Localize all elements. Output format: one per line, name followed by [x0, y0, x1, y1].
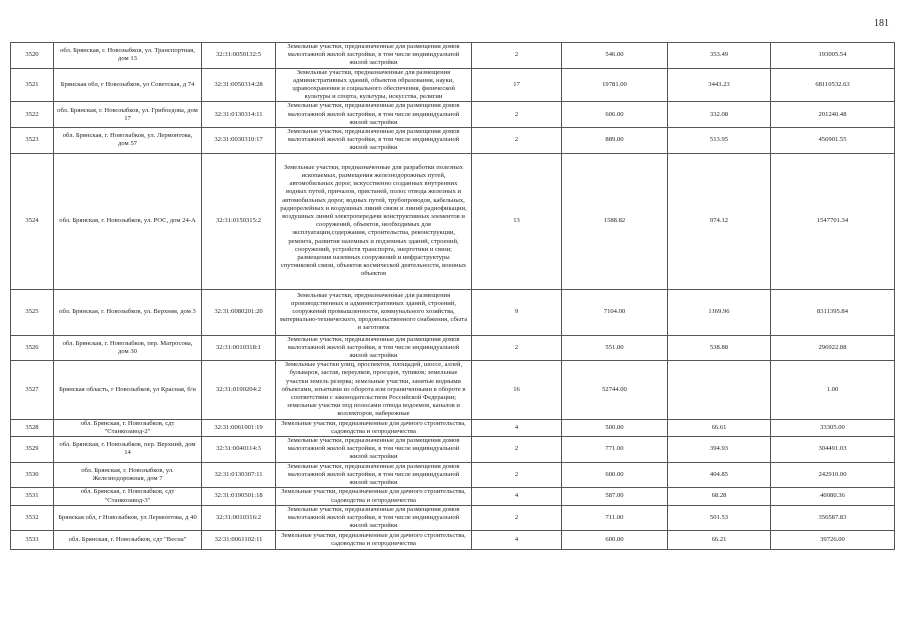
cadastral-number-cell: 32:31:0061102:11	[202, 531, 276, 550]
address-cell: Брянская обл, г Новозыбков, ул Советская, д 74	[54, 68, 202, 102]
cadastral-number-cell: 32:31:0150315:2	[202, 153, 276, 289]
address-cell: обл. Брянская, г. Новозыбков, пер. Матросова, дом 30	[54, 335, 202, 361]
row-number: 3530	[11, 462, 54, 488]
area-cell: 7104.00	[562, 289, 668, 335]
use-group-cell: 2	[472, 128, 562, 154]
specific-cost-cell: 68.28	[668, 488, 771, 505]
use-group-cell: 2	[472, 462, 562, 488]
table-row	[11, 462, 895, 488]
land-use-cell: Земельные участки, предназначенные для размещения домов малоэтажной жилой застройки, в том числе индивидуальной жилой застройки	[276, 505, 472, 531]
cadastral-registry-table	[10, 42, 895, 550]
row-number: 3523	[11, 128, 54, 154]
table-row	[11, 335, 895, 361]
row-number: 3533	[11, 531, 54, 550]
address-cell: обл. Брянская, г. Новозыбков, сдт "Станкозавод-2"	[54, 419, 202, 436]
use-group-cell: 13	[472, 153, 562, 289]
land-use-cell: Земельные участки, предназначенные для размещения домов малоэтажной жилой застройки, в том числе индивидуальной жилой застройки	[276, 437, 472, 463]
use-group-cell: 2	[472, 43, 562, 69]
table-row	[11, 289, 895, 335]
use-group-cell: 4	[472, 488, 562, 505]
area-cell: 551.00	[562, 335, 668, 361]
land-use-cell: Земельные участки улиц, проспектов, площадей, шоссе, аллей, бульваров, застав, переулков, проездов, тупиков; земельные участки земель резерва; земельные участки, занятые водными объектами, изъятыми из оборота или ограниченными в обороте в соответствии с законодательством Российской Федерации; земельные участки под полосами отвода водоемов, каналов и коллекторов, набережные	[276, 361, 472, 419]
cadastral-value-cell: 33305.00	[771, 419, 895, 436]
row-number: 3529	[11, 437, 54, 463]
area-cell: 600.00	[562, 462, 668, 488]
address-cell: обл. Брянская, г. Новозыбков, сдт "Весна"	[54, 531, 202, 550]
table-row	[11, 531, 895, 550]
cadastral-number-cell: 32:31:0050132:5	[202, 43, 276, 69]
address-cell: обл. Брянская, г. Новозыбков, ул. Лермонтова, дом 57	[54, 128, 202, 154]
area-cell: 606.00	[562, 102, 668, 128]
land-use-cell: Земельные участки, предназначенные для дачного строительства, садоводства и огородничества	[276, 419, 472, 436]
use-group-cell: 9	[472, 289, 562, 335]
cadastral-number-cell: 32:31:0130314:11	[202, 102, 276, 128]
cadastral-value-cell: 304491.03	[771, 437, 895, 463]
specific-cost-cell: 353.49	[668, 43, 771, 69]
area-cell: 1588.82	[562, 153, 668, 289]
address-cell: Брянская область, г Новозыбков, ул Красная, б/н	[54, 361, 202, 419]
specific-cost-cell: 538.88	[668, 335, 771, 361]
land-use-cell: Земельные участки, предназначенные для размещения административных зданий, объектов образования, науки, здравоохранения и социального обеспечения, физической культуры и спорта, культуры, искусства, религии	[276, 68, 472, 102]
land-use-cell: Земельные участки, предназначенные для размещения домов малоэтажной жилой застройки, в том числе индивидуальной жилой застройки	[276, 462, 472, 488]
use-group-cell: 2	[472, 102, 562, 128]
area-cell: 500.00	[562, 419, 668, 436]
specific-cost-cell: 394.93	[668, 437, 771, 463]
row-number: 3532	[11, 505, 54, 531]
row-number: 3527	[11, 361, 54, 419]
table-row	[11, 102, 895, 128]
cadastral-value-cell: 201240.48	[771, 102, 895, 128]
table-row	[11, 128, 895, 154]
specific-cost-cell: 513.95	[668, 128, 771, 154]
use-group-cell: 2	[472, 335, 562, 361]
row-number: 3528	[11, 419, 54, 436]
table-row	[11, 68, 895, 102]
use-group-cell: 2	[472, 505, 562, 531]
cadastral-number-cell: 32:31:0050314:28	[202, 68, 276, 102]
land-use-cell: Земельные участки, предназначенные для размещения производственных и административных зданий, строений, сооружений промышленности, коммунального хозяйства, материально-технического, продовольственного снабжения, сбыта и заготовок	[276, 289, 472, 335]
use-group-cell: 4	[472, 419, 562, 436]
cadastral-value-cell: 68110532.63	[771, 68, 895, 102]
cadastral-number-cell: 32:31:0061001:19	[202, 419, 276, 436]
cadastral-value-cell: 456901.55	[771, 128, 895, 154]
specific-cost-cell: 1169.96	[668, 289, 771, 335]
cadastral-number-cell: 32:31:0130307:11	[202, 462, 276, 488]
page-number: 181	[874, 18, 889, 29]
specific-cost-cell: 3443.23	[668, 68, 771, 102]
specific-cost-cell: 66.61	[668, 419, 771, 436]
use-group-cell: 16	[472, 361, 562, 419]
table-row	[11, 43, 895, 69]
row-number: 3520	[11, 43, 54, 69]
specific-cost-cell	[668, 361, 771, 419]
row-number: 3522	[11, 102, 54, 128]
row-number: 3524	[11, 153, 54, 289]
cadastral-number-cell: 32:31:0190501:18	[202, 488, 276, 505]
cadastral-value-cell: 40080.36	[771, 488, 895, 505]
address-cell: обл. Брянская, г. Новозыбков, ул. Грибоедова, дом 17	[54, 102, 202, 128]
cadastral-value-cell: 193005.54	[771, 43, 895, 69]
address-cell: обл. Брянская, г. Новозыбков, ул. Верхняя, дом 3	[54, 289, 202, 335]
cadastral-number-cell: 32:31:0010316:2	[202, 505, 276, 531]
cadastral-value-cell: 8311395.84	[771, 289, 895, 335]
row-number: 3531	[11, 488, 54, 505]
cadastral-number-cell: 32:31:0080201:20	[202, 289, 276, 335]
cadastral-value-cell: 356587.83	[771, 505, 895, 531]
address-cell: обл. Брянская, г. Новозыбков, ул. Железнодорожная, дом 7	[54, 462, 202, 488]
cadastral-number-cell: 32:31:0040114:3	[202, 437, 276, 463]
land-use-cell: Земельные участки, предназначенные для размещения домов малоэтажной жилой застройки, в том числе индивидуальной жилой застройки	[276, 43, 472, 69]
cadastral-number-cell: 32:31:0010318:1	[202, 335, 276, 361]
area-cell: 19781.00	[562, 68, 668, 102]
cadastral-value-cell: 242910.00	[771, 462, 895, 488]
area-cell: 889.00	[562, 128, 668, 154]
row-number: 3526	[11, 335, 54, 361]
table-row	[11, 361, 895, 419]
land-use-cell: Земельные участки, предназначенные для разработки полезных ископаемых, размещения железнодорожных путей, автомобильных дорог, искусственно созданных внутренних водных путей, причалов, пристаней, полос отвода железных и автомобильных дорог, водных путей, трубопроводов, кабельных, радиорелейных и воздушных линий связи и линий радиофикации, воздушных линий электропередачи конструктивных элементов и сооружений, объектов, необходимых для эксплуатации,содержания, строительства, реконструкции, ремонта, развития наземных и подземных зданий, строений, сооружений, устройств транспорта, энергетики и связи; размещения наземных сооружений и инфраструктуры спутниковой связи, объектов космической деятельности, военных объектов	[276, 153, 472, 289]
specific-cost-cell: 974.12	[668, 153, 771, 289]
land-use-cell: Земельные участки, предназначенные для размещения домов малоэтажной жилой застройки, в том числе индивидуальной жилой застройки	[276, 128, 472, 154]
address-cell: обл. Брянская, г. Новозыбков, пер. Верхний, дом 14	[54, 437, 202, 463]
use-group-cell: 2	[472, 437, 562, 463]
specific-cost-cell: 404.85	[668, 462, 771, 488]
cadastral-value-cell: 296922.88	[771, 335, 895, 361]
area-cell: 771.00	[562, 437, 668, 463]
row-number: 3521	[11, 68, 54, 102]
specific-cost-cell: 66.21	[668, 531, 771, 550]
table-row	[11, 437, 895, 463]
table-row	[11, 419, 895, 436]
area-cell: 546.00	[562, 43, 668, 69]
table-row	[11, 505, 895, 531]
land-use-cell: Земельные участки, предназначенные для дачного строительства, садоводства и огородничества	[276, 531, 472, 550]
use-group-cell: 17	[472, 68, 562, 102]
address-cell: обл. Брянская, г. Новозыбков, ул. Транспортная, дом 13	[54, 43, 202, 69]
area-cell: 587.00	[562, 488, 668, 505]
cadastral-value-cell: 1547701.34	[771, 153, 895, 289]
land-use-cell: Земельные участки, предназначенные для дачного строительства, садоводства и огородничества	[276, 488, 472, 505]
cadastral-value-cell: 39726.00	[771, 531, 895, 550]
row-number: 3525	[11, 289, 54, 335]
cadastral-value-cell: 1.00	[771, 361, 895, 419]
address-cell: обл. Брянская, г. Новозыбков, ул. РОС, дом 24-А	[54, 153, 202, 289]
cadastral-number-cell: 32:31:0190204:2	[202, 361, 276, 419]
table-row	[11, 488, 895, 505]
use-group-cell: 4	[472, 531, 562, 550]
address-cell: Брянская обл, г Новозыбков, ул Лермонтова, д 40	[54, 505, 202, 531]
area-cell: 52744.00	[562, 361, 668, 419]
address-cell: обл. Брянская, г. Новозыбков, сдт "Станкозавод-3"	[54, 488, 202, 505]
specific-cost-cell: 332.08	[668, 102, 771, 128]
area-cell: 600.00	[562, 531, 668, 550]
area-cell: 711.00	[562, 505, 668, 531]
cadastral-number-cell: 32:31:0030310:17	[202, 128, 276, 154]
specific-cost-cell: 501.53	[668, 505, 771, 531]
land-use-cell: Земельные участки, предназначенные для размещения домов малоэтажной жилой застройки, в том числе индивидуальной жилой застройки	[276, 102, 472, 128]
table-row	[11, 153, 895, 289]
land-use-cell: Земельные участки, предназначенные для размещения домов малоэтажной жилой застройки, в том числе индивидуальной жилой застройки	[276, 335, 472, 361]
